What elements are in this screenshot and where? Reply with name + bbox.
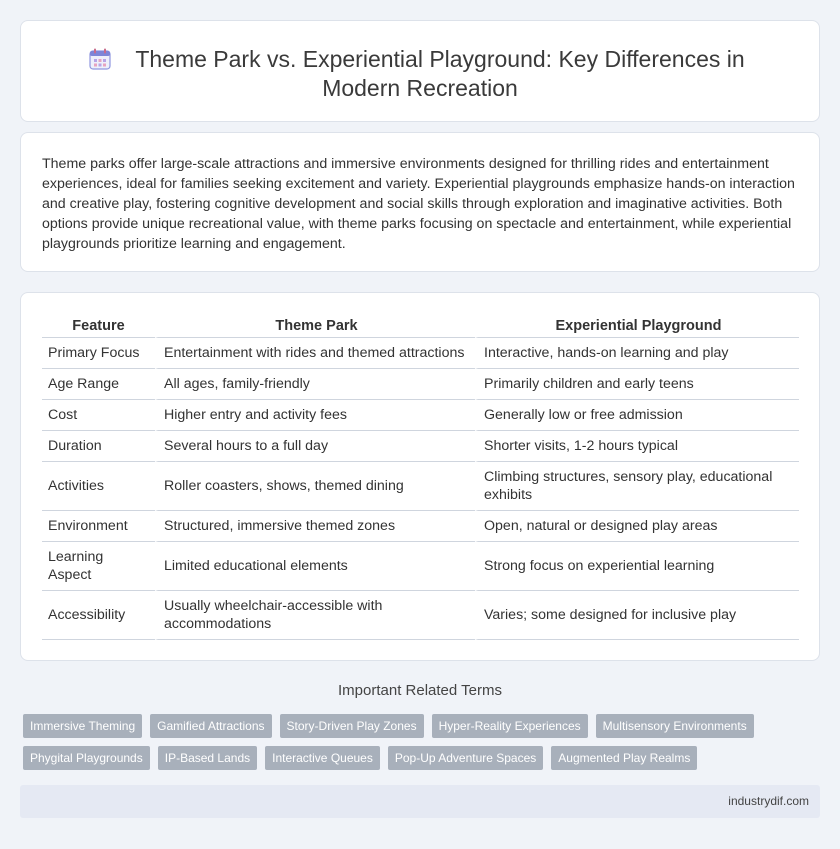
cell-feature: Learning Aspect [42,542,155,591]
title-line-1: Theme Park vs. Experiential Playground: Key Differences in [135,46,745,72]
cell-feature: Accessibility [42,591,155,640]
related-term-tag[interactable]: Phygital Playgrounds [23,746,150,770]
cell-theme-park: All ages, family-friendly [155,369,475,400]
cell-experiential-playground: Shorter visits, 1-2 hours typical [475,431,799,462]
related-term-tag[interactable]: Hyper-Reality Experiences [432,714,588,738]
cell-feature: Activities [42,462,155,511]
title-line-2: Modern Recreation [322,75,518,101]
cell-theme-park: Roller coasters, shows, themed dining [155,462,475,511]
cell-experiential-playground: Generally low or free admission [475,400,799,431]
table-row [42,431,799,462]
cell-experiential-playground: Open, natural or designed play areas [475,511,799,542]
table-row [42,462,799,511]
table-header-row [42,314,799,338]
cell-theme-park: Higher entry and activity fees [155,400,475,431]
related-term-tag[interactable]: Multisensory Environments [596,714,754,738]
cell-experiential-playground: Strong focus on experiential learning [475,542,799,591]
related-term-tag[interactable]: Augmented Play Realms [551,746,697,770]
header-theme-park: Theme Park [155,314,475,338]
page-title [21,45,819,103]
cell-experiential-playground: Interactive, hands-on learning and play [475,338,799,369]
header-feature: Feature [42,314,155,338]
related-term-tag[interactable]: Story-Driven Play Zones [280,714,424,738]
tag-row [23,746,813,770]
table-row [42,511,799,542]
related-term-tag[interactable]: Pop-Up Adventure Spaces [388,746,543,770]
cell-feature: Duration [42,431,155,462]
related-terms-tags [23,714,813,778]
footer [20,785,820,818]
cell-feature: Environment [42,511,155,542]
comparison-card [20,292,820,661]
table-row [42,338,799,369]
cell-experiential-playground: Climbing structures, sensory play, educational exhibits [475,462,799,511]
related-term-tag[interactable]: Gamified Attractions [150,714,271,738]
cell-experiential-playground: Primarily children and early teens [475,369,799,400]
table-row [42,369,799,400]
intro-card [20,132,820,272]
header-experiential-playground: Experiential Playground [475,314,799,338]
cell-feature: Cost [42,400,155,431]
related-term-tag[interactable]: IP-Based Lands [158,746,257,770]
cell-theme-park: Structured, immersive themed zones [155,511,475,542]
calendar-icon [89,48,111,70]
related-terms-title: Important Related Terms [338,682,502,699]
table-row [42,400,799,431]
cell-theme-park: Limited educational elements [155,542,475,591]
cell-feature: Age Range [42,369,155,400]
intro-paragraph: Theme parks offer large-scale attractions and immersive environments designed for thrilling rides and entertainment experiences, ideal for families seeking excitement and variety. Experiential playgrounds emphasize hands-on interaction and creative play, fostering cognitive development and social skills through exploration and imaginative activities. Both options provide unique recreational value, with theme parks focusing on spectacle and entertainment, while experiential playgrounds prioritize learning and engagement. [42,156,795,252]
cell-feature: Primary Focus [42,338,155,369]
title-card [20,20,820,122]
tag-row [23,714,813,738]
cell-experiential-playground: Varies; some designed for inclusive play [475,591,799,640]
table-row [42,591,799,640]
comparison-table [42,314,799,640]
cell-theme-park: Entertainment with rides and themed attractions [155,338,475,369]
related-term-tag[interactable]: Interactive Queues [265,746,380,770]
cell-theme-park: Several hours to a full day [155,431,475,462]
footer-site-name: industrydif.com [728,794,809,808]
related-term-tag[interactable]: Immersive Theming [23,714,142,738]
table-row [42,542,799,591]
cell-theme-park: Usually wheelchair-accessible with accommodations [155,591,475,640]
